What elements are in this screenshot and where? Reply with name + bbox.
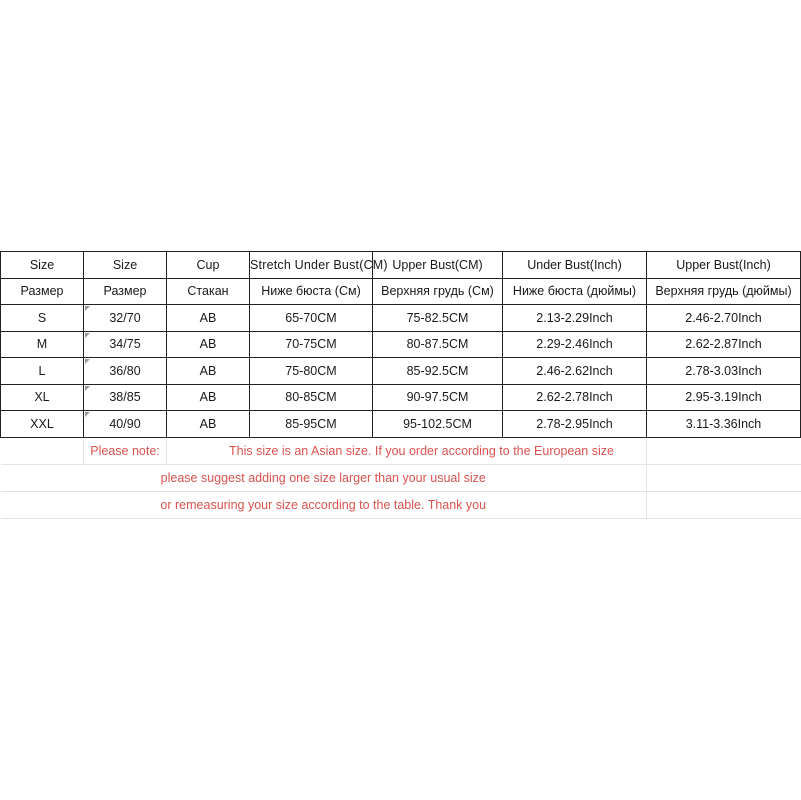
table-row bbox=[1, 305, 801, 332]
table-cell: 40/90 bbox=[84, 411, 167, 438]
table-cell: 2.46-2.70Inch bbox=[647, 305, 801, 332]
table-cell: 34/75 bbox=[84, 331, 167, 358]
table-cell: 3.11-3.36Inch bbox=[647, 411, 801, 438]
table-row bbox=[1, 358, 801, 385]
empty-cell bbox=[1, 437, 84, 464]
header-cell: Size bbox=[84, 252, 167, 279]
header-row-english bbox=[1, 252, 801, 279]
table-cell: AB bbox=[167, 384, 250, 411]
note-line-3: or remeasuring your size according to the table. Thank you bbox=[1, 491, 647, 518]
table-cell: AB bbox=[167, 305, 250, 332]
note-row bbox=[1, 437, 801, 464]
table-cell: 2.78-2.95Inch bbox=[503, 411, 647, 438]
table-cell: 95-102.5CM bbox=[373, 411, 503, 438]
table-cell: M bbox=[1, 331, 84, 358]
table-cell: 80-87.5CM bbox=[373, 331, 503, 358]
table-cell: 65-70CM bbox=[250, 305, 373, 332]
header-cell: Under Bust(Inch) bbox=[503, 252, 647, 279]
table-cell: 75-80CM bbox=[250, 358, 373, 385]
table-cell: 2.95-3.19Inch bbox=[647, 384, 801, 411]
header-cell: Ниже бюста (дюймы) bbox=[503, 278, 647, 305]
table-cell: 2.78-3.03Inch bbox=[647, 358, 801, 385]
table-row bbox=[1, 384, 801, 411]
table-cell: 2.13-2.29Inch bbox=[503, 305, 647, 332]
table-cell: AB bbox=[167, 358, 250, 385]
table-cell: L bbox=[1, 358, 84, 385]
table-cell: 70-75CM bbox=[250, 331, 373, 358]
note-label: Please note: bbox=[84, 437, 167, 464]
note-line-2: please suggest adding one size larger than your usual size bbox=[1, 464, 647, 491]
note-row bbox=[1, 491, 801, 518]
table-cell: 75-82.5CM bbox=[373, 305, 503, 332]
table-cell: 80-85CM bbox=[250, 384, 373, 411]
header-cell: Верхняя грудь (дюймы) bbox=[647, 278, 801, 305]
table-cell: AB bbox=[167, 331, 250, 358]
header-cell: Upper Bust(Inch) bbox=[647, 252, 801, 279]
table-cell: 2.29-2.46Inch bbox=[503, 331, 647, 358]
header-cell: Стакан bbox=[167, 278, 250, 305]
table-cell: XXL bbox=[1, 411, 84, 438]
table-cell: 38/85 bbox=[84, 384, 167, 411]
table-cell: XL bbox=[1, 384, 84, 411]
table-cell: 2.62-2.78Inch bbox=[503, 384, 647, 411]
header-cell: Stretch Under Bust(CM) bbox=[250, 252, 373, 279]
empty-cell bbox=[647, 491, 801, 518]
table-cell: 90-97.5CM bbox=[373, 384, 503, 411]
header-cell: Cup bbox=[167, 252, 250, 279]
header-cell: Верхняя грудь (См) bbox=[373, 278, 503, 305]
header-cell: Ниже бюста (См) bbox=[250, 278, 373, 305]
table-cell: 2.46-2.62Inch bbox=[503, 358, 647, 385]
table-cell: 2.62-2.87Inch bbox=[647, 331, 801, 358]
size-chart-table bbox=[0, 251, 801, 519]
table-cell: S bbox=[1, 305, 84, 332]
empty-cell bbox=[647, 464, 801, 491]
empty-cell bbox=[647, 437, 801, 464]
table-row bbox=[1, 331, 801, 358]
note-line-1: This size is an Asian size. If you order according to the European size bbox=[167, 437, 647, 464]
note-row bbox=[1, 464, 801, 491]
table-row bbox=[1, 411, 801, 438]
table-cell: 32/70 bbox=[84, 305, 167, 332]
header-cell: Upper Bust(CM) bbox=[373, 252, 503, 279]
table-cell: 85-95CM bbox=[250, 411, 373, 438]
header-cell: Size bbox=[1, 252, 84, 279]
table-cell: 36/80 bbox=[84, 358, 167, 385]
table-cell: AB bbox=[167, 411, 250, 438]
header-cell: Размер bbox=[1, 278, 84, 305]
header-row-russian bbox=[1, 278, 801, 305]
header-cell: Размер bbox=[84, 278, 167, 305]
table-cell: 85-92.5CM bbox=[373, 358, 503, 385]
